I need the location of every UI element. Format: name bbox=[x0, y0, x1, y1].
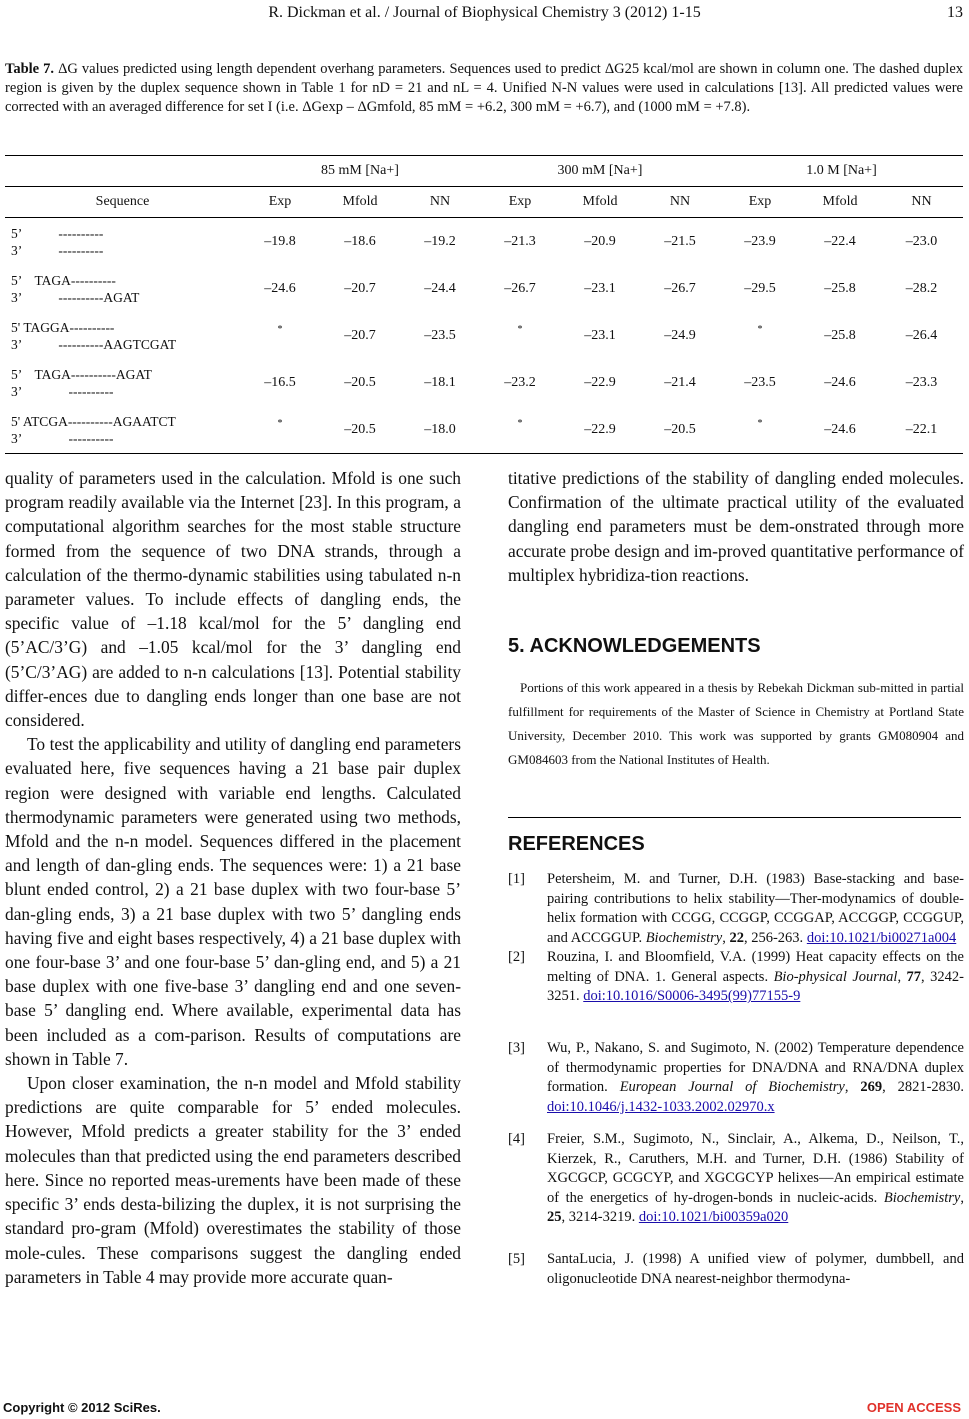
right-column bbox=[508, 466, 964, 1396]
value-cell: –26.7 bbox=[504, 280, 536, 296]
value-cell: –26.7 bbox=[664, 280, 696, 296]
reference-volume: 22 bbox=[729, 929, 744, 946]
reference-authors-title: SantaLucia, J. (1998) A unified view of polymer, dumbbell, and oligonucleotide DNA nearest-neighbor thermodyna- bbox=[547, 1251, 964, 1287]
section-heading-acknowledgements: 5. ACKNOWLEDGEMENTS bbox=[508, 635, 761, 657]
reference-volume: 269 bbox=[860, 1079, 883, 1096]
table-caption bbox=[5, 60, 963, 117]
reference-journal: European Journal of Biochemistry bbox=[619, 1079, 845, 1096]
value-cell: –19.2 bbox=[424, 233, 456, 249]
sequence-strand: 5' TAGGA---------- bbox=[11, 319, 115, 335]
value-cell: –28.2 bbox=[905, 280, 938, 296]
reference-item bbox=[508, 1130, 964, 1228]
footer-open-access: OPEN ACCESS bbox=[866, 1400, 961, 1415]
table-row bbox=[5, 218, 963, 266]
value-cell: –24.9 bbox=[664, 327, 696, 343]
reference-authors-title: Wu, P., Nakano, S. and Sugimoto, N. (2002) Temperature dependence of thermodynamic properties for DNA/DNA and RNA/DNA duplex formation. bbox=[547, 1040, 964, 1096]
reference-pages: , 256-263. bbox=[743, 929, 807, 946]
value-cell: * bbox=[277, 324, 283, 335]
value-cell: –22.9 bbox=[584, 374, 616, 390]
reference-text: Petersheim, M. and Turner, D.H. (1983) Base-stacking and base-pairing contributions to helix stability—Ther-modynamics of double-helix formation with CCGG, CCGGP, CCGGAP, ACCGGP, CCGGUP, and ACCGGUP. Biochemistry, 22, 256-263. doi:10.1021/bi00271a004 bbox=[547, 871, 964, 946]
reference-doi-link[interactable]: doi:10.1016/S0006-3495(99)77155-9 bbox=[583, 988, 801, 1005]
reference-number: [1] bbox=[508, 871, 525, 887]
sequence-strand: 3’ ---------- bbox=[11, 242, 104, 258]
reference-authors-title: Petersheim, M. and Turner, D.H. (1983) Base-stacking and base-pairing contributions to helix stability—Ther-modynamics of double-helix formation with CCGG, CCGGP, CCGGAP, ACCGGP, CCGGUP, and ACCGGUP. bbox=[547, 871, 964, 946]
value-cell: –21.5 bbox=[664, 233, 696, 249]
group-header: 1.0 M [Na+] bbox=[806, 163, 877, 178]
reference-journal: Biochemistry bbox=[883, 1189, 961, 1206]
reference-text bbox=[547, 1250, 964, 1289]
value-cell: * bbox=[517, 324, 523, 335]
reference-pages: , 2821-2830. bbox=[882, 1079, 965, 1096]
paragraph: Upon closer examination, the n-n model and Mfold stability predictions are quite comparable for 5’ ended molecules. However, Mfold predicts a greater stability for the 3’ ended molecules than that predicted using the end parameters described here. Since no reported meas-urements have been made of these specific 3’ ends desta-bilizing the duplex, it is not surprising the standard pro-gram (Mfold) overestimates the stability of those mole-cules. These comparisons suggest the dangling ended parameters in Table 4 may provide more accurate quan- bbox=[5, 1073, 461, 1287]
reference-volume: 77 bbox=[906, 968, 922, 985]
reference-item bbox=[508, 948, 964, 1007]
value-cell: –21.4 bbox=[664, 374, 696, 390]
sequence-strand: 3’ ---------- bbox=[11, 383, 114, 399]
value-cell: –23.3 bbox=[905, 374, 938, 390]
value-cell: –20.5 bbox=[344, 374, 376, 390]
reference-item bbox=[508, 870, 964, 948]
group-header: 300 mM [Na+] bbox=[557, 163, 643, 178]
column-header: Exp bbox=[268, 194, 292, 209]
table-caption-text: ΔG values predicted using length dependent overhang parameters. Sequences used to predict ΔG25 kcal/mol are shown in column one. The dashed duplex region is given by the duplex sequence shown in Table 1 for nD = 21 and nL = 4. Unified N-N values were used in calculations [13]. All predicted values were corrected with an averaged difference for set I (i.e. ΔGexp – ΔGmfold, 85 mM = +6.2, 300 mM = +6.7), and (1000 mM = +7.8). bbox=[5, 61, 964, 115]
reference-authors-title: Rouzina, I. and Bloomfield, V.A. (1999) Heat capacity effects on the melting of DNA. 1. General aspects. bbox=[547, 949, 964, 985]
value-cell: –21.3 bbox=[504, 233, 536, 249]
value-cell: –20.7 bbox=[344, 327, 376, 343]
value-cell: –20.7 bbox=[344, 280, 376, 296]
reference-doi-link[interactable]: doi:10.1046/j.1432-1033.2002.02970.x bbox=[547, 1098, 775, 1115]
value-cell: –23.1 bbox=[584, 280, 616, 296]
value-cell: –20.9 bbox=[584, 233, 616, 249]
column-header: Exp bbox=[748, 194, 772, 209]
section-heading-references: REFERENCES bbox=[508, 833, 645, 855]
reference-pages: , 3214-3219. bbox=[561, 1209, 639, 1226]
sequence-strand: 3’ ----------AGAT bbox=[11, 289, 140, 305]
sequence-strand: 3’ ----------AAGTCGAT bbox=[11, 336, 177, 352]
value-cell: * bbox=[277, 418, 283, 429]
value-cell: –20.5 bbox=[664, 421, 696, 437]
value-cell: –18.6 bbox=[344, 233, 376, 249]
group-header: 85 mM [Na+] bbox=[321, 163, 399, 178]
sequence-strand: 5’ ---------- bbox=[11, 225, 104, 241]
value-cell: –26.4 bbox=[905, 327, 938, 343]
table-row bbox=[5, 265, 963, 312]
reference-doi-link[interactable]: doi:10.1021/bi00271a004 bbox=[806, 929, 957, 946]
reference-number: [3] bbox=[508, 1040, 525, 1056]
reference-authors-title: Freier, S.M., Sugimoto, N., Sinclair, A., Alkema, D., Neilson, T., Kierzek, R., Caruthers, M.H. and Turner, D.H. (1986) Stability of XGCGCP, GCGCYP, and XGCGCYP helixes—An empirical estimate of the energetics of hy-drogen-bonds in nucleic-acids. bbox=[547, 1131, 964, 1206]
running-header: R. Dickman et al. / Journal of Biophysical Chemistry 3 (2012) 1-15 bbox=[268, 4, 701, 21]
value-cell: –23.5 bbox=[744, 374, 776, 390]
table-row bbox=[5, 406, 963, 454]
footer-copyright: Copyright © 2012 SciRes. bbox=[3, 1400, 161, 1415]
column-header: Mfold bbox=[822, 194, 858, 209]
value-cell: * bbox=[757, 418, 763, 429]
page-number: 13 bbox=[947, 4, 963, 21]
paragraph: titative predictions of the stability of dangling ended molecules. Confirmation of the ultimate practical utility of the evaluated dangling end parameters must be dem-onstrated through more accurate probe design and im-proved quantitative performance of multiplex hybridiza-tion reactions. bbox=[508, 468, 964, 585]
table-caption-label: Table 7. bbox=[5, 61, 55, 77]
reference-item bbox=[508, 1250, 964, 1289]
reference-journal: Bio-physical Journal bbox=[773, 968, 898, 985]
column-header: NN bbox=[911, 194, 932, 209]
left-column bbox=[5, 466, 461, 1289]
value-cell: –25.8 bbox=[824, 280, 856, 296]
column-header: Mfold bbox=[582, 194, 618, 209]
column-header: Sequence bbox=[95, 194, 150, 209]
value-cell: –19.8 bbox=[264, 233, 296, 249]
sequence-strand: 5' ATCGA----------AGAATCT bbox=[11, 413, 176, 429]
value-cell: –24.6 bbox=[824, 374, 856, 390]
value-cell: –16.5 bbox=[264, 374, 296, 390]
value-cell: –24.6 bbox=[824, 421, 856, 437]
value-cell: –24.4 bbox=[424, 280, 456, 296]
value-cell: –23.5 bbox=[424, 327, 456, 343]
results-table bbox=[5, 155, 963, 454]
value-cell: –22.9 bbox=[584, 421, 616, 437]
value-cell: –18.1 bbox=[424, 374, 456, 390]
column-header: NN bbox=[669, 194, 691, 209]
table-row bbox=[5, 312, 963, 359]
reference-text: Rouzina, I. and Bloomfield, V.A. (1999) Heat capacity effects on the melting of DNA. 1. General aspects. Bio-physical Journal, 77, 3242-3251. doi:10.1016/S0006-3495(99)77155-9 bbox=[547, 949, 964, 1005]
reference-text: Freier, S.M., Sugimoto, N., Sinclair, A., Alkema, D., Neilson, T., Kierzek, R., Caruthers, M.H. and Turner, D.H. (1986) Stability of XGCGCP, GCGCYP, and XGCGCYP helixes—An empirical estimate of the energetics of hy-drogen-bonds in nucleic-acids. Biochemistry, 25, 3214-3219. doi:10.1021/bi00359a020 bbox=[547, 1131, 964, 1226]
sequence-cell bbox=[5, 218, 240, 266]
value-cell: –29.5 bbox=[744, 280, 776, 296]
sequence-cell bbox=[5, 312, 240, 359]
reference-number: [2] bbox=[508, 949, 525, 965]
reference-journal: Biochemistry bbox=[645, 929, 723, 946]
value-cell: –20.5 bbox=[344, 421, 376, 437]
divider bbox=[508, 817, 961, 818]
value-cell: * bbox=[757, 324, 763, 335]
reference-text: Wu, P., Nakano, S. and Sugimoto, N. (2002) Temperature dependence of thermodynamic properties for DNA/DNA and RNA/DNA duplex formation. European Journal of Biochemistry, 269, 2821-2830. doi:10.1046/j.1432-1033.2002.02970.x bbox=[547, 1040, 965, 1115]
sequence-strand: 3’ ---------- bbox=[11, 430, 114, 446]
table-row bbox=[5, 359, 963, 406]
value-cell: –23.0 bbox=[905, 233, 938, 249]
sequence-strand: 5’ TAGA---------- bbox=[11, 272, 116, 288]
sequence-cell bbox=[5, 265, 240, 312]
reference-doi-link[interactable]: doi:10.1021/bi00359a020 bbox=[638, 1209, 789, 1226]
value-cell: –25.8 bbox=[824, 327, 856, 343]
value-cell: * bbox=[517, 418, 523, 429]
paragraph: quality of parameters used in the calculation. Mfold is one such program readily available via the Internet [23]. In this program, a computational algorithm searches for the most stable structure formed from the sequence of two DNA strands, through a calculation of the thermo-dynamic stabilities using tabulated n-n parameter values. To include effects of dangling ends, the specific value of –1.18 kcal/mol for the 5’ dangling end (5’AC/3’G) and –1.05 kcal/mol for the 3’ dangling end (5’C/3’AG) are added to n-n calculations [13]. Potential stability differ-ences due to dangling ends longer than one base are not considered. bbox=[5, 468, 461, 731]
column-header: NN bbox=[429, 194, 451, 209]
value-cell: –18.0 bbox=[424, 421, 456, 437]
acknowledgements-text: Portions of this work appeared in a thesis by Rebekah Dickman sub-mitted in partial fulfillment for requirements of the Master of Science in Chemistry at Portland State University, December 2010. This work was supported by grants GM080904 and GM084603 from the National Institutes of Health. bbox=[508, 680, 964, 767]
paragraph: To test the applicability and utility of dangling end parameters evaluated here, five sequences having a 21 base pair duplex region were designed with variable end lengths. Calculated thermodynamic parameters were generated using two methods, Mfold and the n-n model. Sequences differed in the placement and length of dan-gling ends. The sequences were: 1) a 21 base blunt ended control, 2) a 21 base duplex with two four-base 5’ dan-gling ends, 3) a 21 base duplex with two 5’ dangling ends having five and eight bases respectively, 4) a 21 base duplex with one four-base 3’ and one four-base 5’ dan-gling end, and 5) a 21 base duplex with one five-base 3’ dangling end and one seven-base 5’ dangling end. Where available, experimental data has been included as a com-parison. Results of computations are shown in Table 7. bbox=[5, 734, 461, 1069]
value-cell: –23.1 bbox=[584, 327, 616, 343]
value-cell: –22.1 bbox=[905, 421, 938, 437]
sequence-cell bbox=[5, 406, 240, 454]
value-cell: –24.6 bbox=[264, 280, 296, 296]
reference-volume: 25 bbox=[547, 1209, 562, 1226]
value-cell: –23.9 bbox=[744, 233, 776, 249]
reference-pages: , 3242-3251. bbox=[547, 968, 964, 1005]
column-header: Mfold bbox=[342, 194, 378, 209]
reference-number: [5] bbox=[508, 1251, 525, 1267]
value-cell: –23.2 bbox=[504, 374, 536, 390]
sequence-cell bbox=[5, 359, 240, 406]
sequence-strand: 5’ TAGA----------AGAT bbox=[11, 366, 152, 382]
value-cell: –22.4 bbox=[824, 233, 856, 249]
column-header: Exp bbox=[508, 194, 532, 209]
reference-item bbox=[508, 1039, 964, 1117]
reference-number: [4] bbox=[508, 1131, 525, 1147]
